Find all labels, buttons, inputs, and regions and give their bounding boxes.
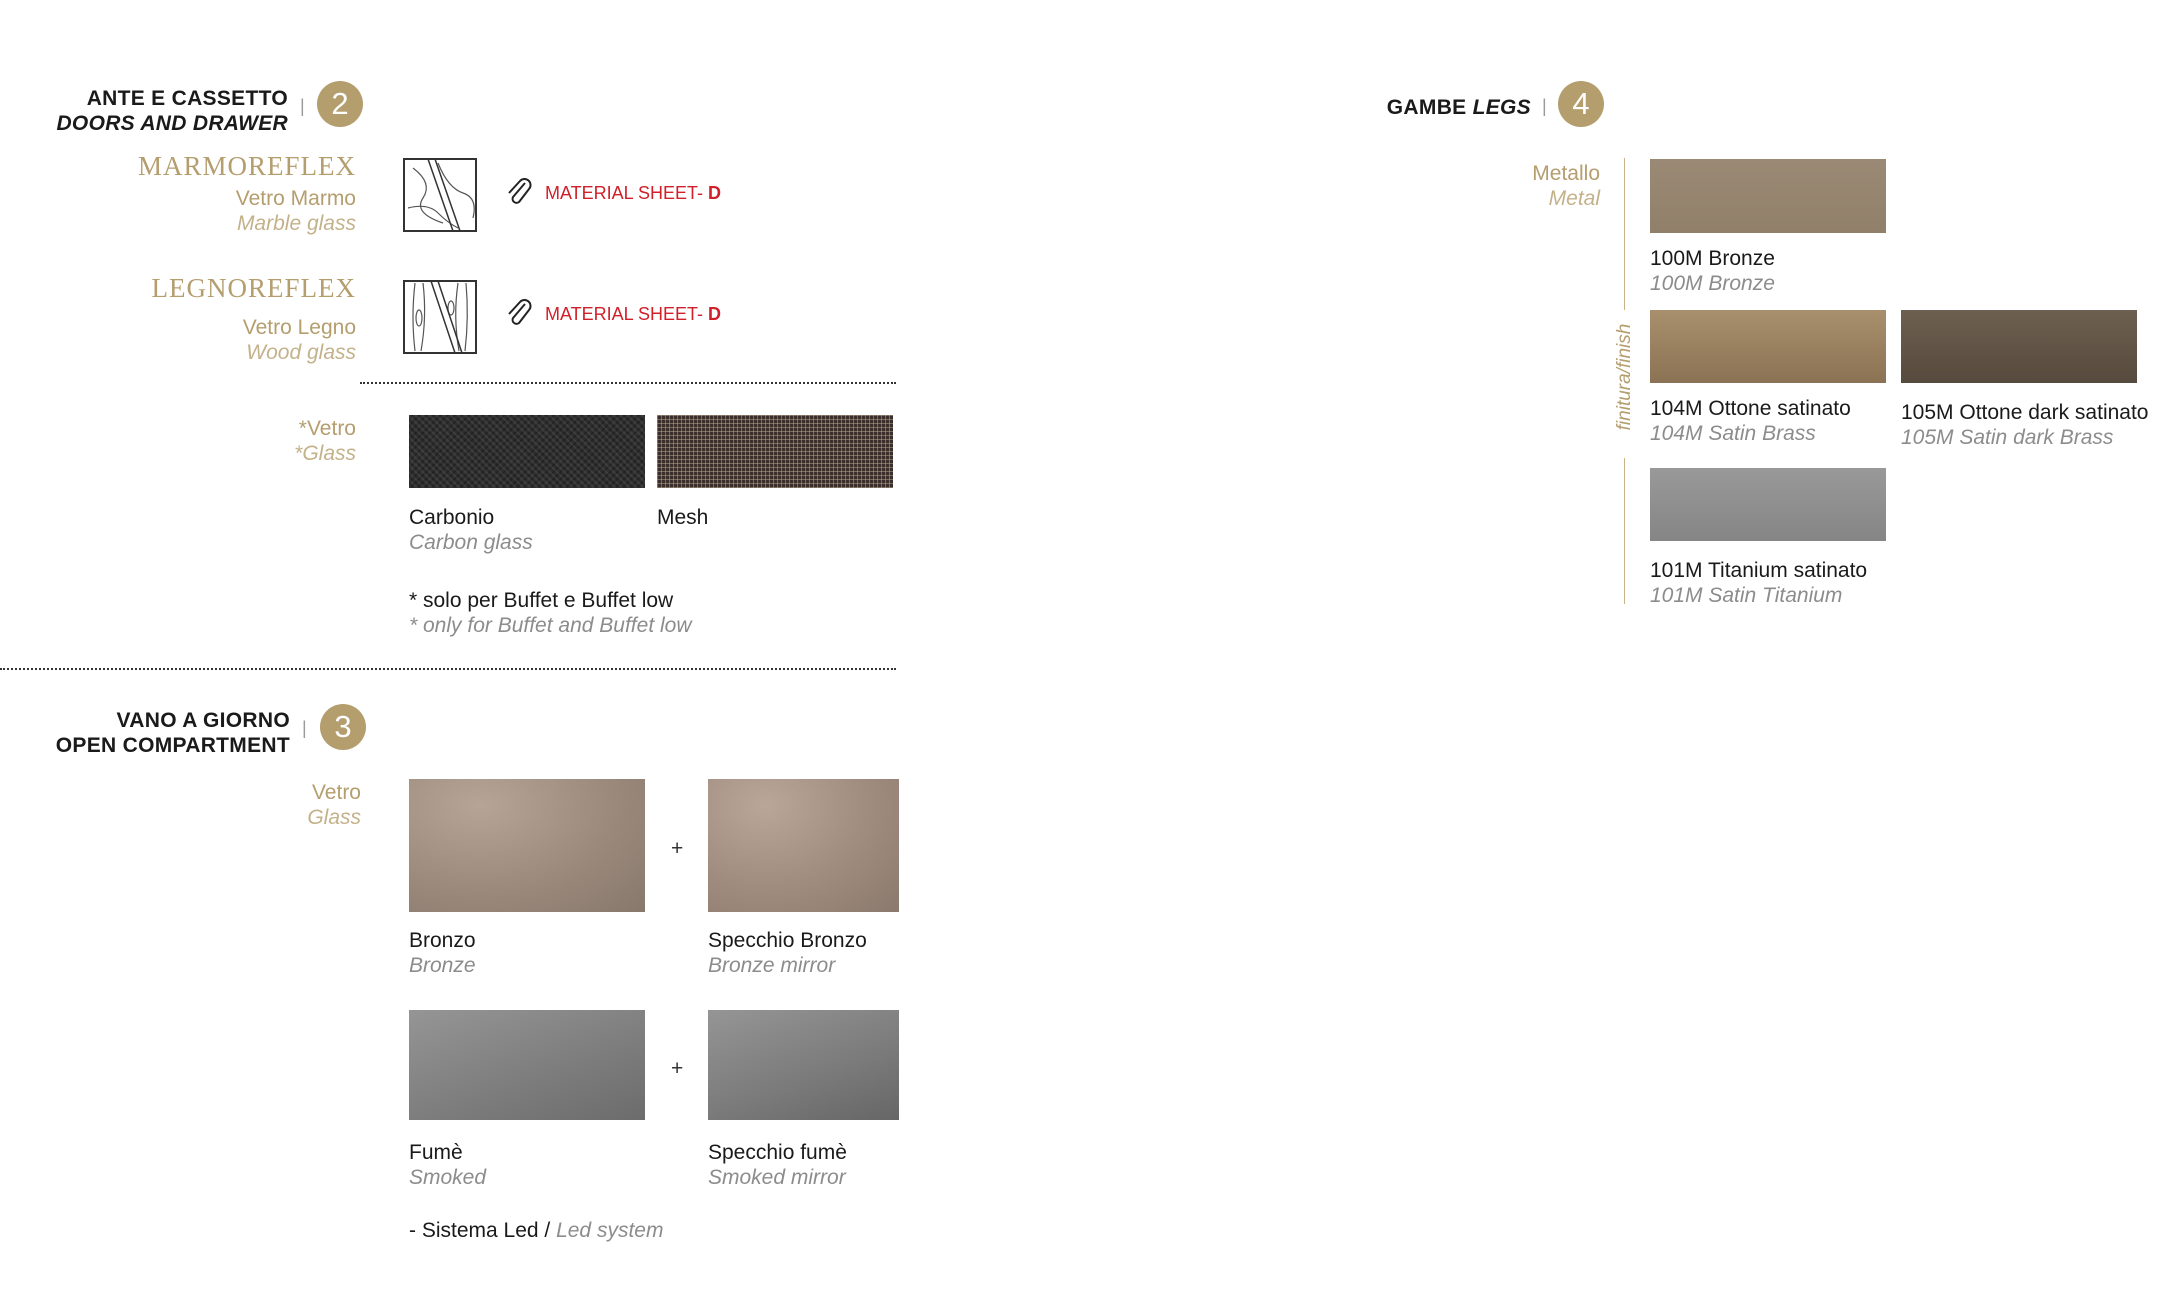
satin-titanium-caption-it: 101M Titanium satinato [1650, 559, 1868, 582]
satin-brass-caption [1650, 396, 1851, 446]
satin-dark-brass-caption-it: 105M Ottone dark satinato [1901, 401, 2149, 424]
bronze-caption [409, 928, 476, 978]
legnoreflex-label-it: Vetro Legno [242, 316, 356, 339]
bronze-swatch[interactable] [409, 779, 645, 912]
marmoreflex-label-en: Marble glass [236, 212, 356, 235]
marmoreflex-label-it: Vetro Marmo [235, 187, 356, 210]
bronze-caption-en: Bronze [409, 954, 476, 977]
mesh-caption [657, 505, 708, 530]
buffet-note-en: * only for Buffet and Buffet low [409, 614, 692, 637]
bronze-100m-caption [1650, 246, 1775, 296]
satin-brass-caption-en: 104M Satin Brass [1650, 422, 1816, 445]
bronze-mirror-caption-it: Specchio Bronzo [708, 929, 867, 952]
plus-sign: + [671, 1057, 684, 1080]
section4-divider: | [1542, 96, 1547, 116]
satin-brass-swatch[interactable] [1650, 310, 1886, 383]
bronze-100m-caption-en: 100M Bronze [1650, 272, 1775, 295]
material-sheet-letter: D [708, 183, 722, 203]
paperclip-icon[interactable] [505, 298, 533, 333]
smoked-swatch[interactable] [409, 1010, 645, 1120]
bronze-100m-swatch[interactable] [1650, 159, 1886, 233]
section2-title-it: ANTE E CASSETTO [86, 87, 288, 110]
section3-title [40, 708, 290, 758]
section4-title-en: LEGS [1472, 96, 1531, 119]
carbon-swatch[interactable] [409, 415, 645, 488]
section3-label-en: Glass [307, 806, 361, 829]
plus-sign: + [671, 837, 684, 860]
finish-line-top [1624, 158, 1625, 310]
material-sheet-text: MATERIAL SHEET- [545, 304, 704, 324]
buffet-note [409, 588, 692, 638]
legnoreflex-label-en: Wood glass [246, 341, 356, 364]
wood-pattern-icon [403, 280, 477, 359]
satin-dark-brass-caption [1901, 400, 2148, 450]
smoked-caption-en: Smoked [409, 1166, 487, 1189]
satin-brass-caption-it: 104M Ottone satinato [1650, 397, 1851, 420]
section3-title-it: VANO A GIORNO [116, 709, 290, 732]
section3-number-badge: 3 [320, 704, 366, 750]
carbon-caption [409, 505, 533, 555]
section3-title-en: OPEN COMPARTMENT [55, 734, 290, 757]
finish-label: finitura/finish [1614, 323, 1635, 431]
material-sheet-text: MATERIAL SHEET- [545, 183, 704, 203]
section4-label-en: Metal [1548, 187, 1600, 210]
smoked-caption [409, 1140, 486, 1190]
section3-divider: | [302, 718, 307, 738]
section4-label-it: Metallo [1532, 162, 1600, 185]
section4-title [1300, 95, 1531, 120]
section2-title-en: DOORS AND DRAWER [56, 112, 288, 135]
smoked-mirror-swatch[interactable] [708, 1010, 899, 1120]
led-system-note [409, 1218, 663, 1243]
section4-title-it: GAMBE [1386, 96, 1467, 119]
bronze-mirror-caption [708, 928, 867, 978]
satin-dark-brass-swatch[interactable] [1901, 310, 2137, 383]
smoked-mirror-caption [708, 1140, 847, 1190]
bronze-caption-it: Bronzo [409, 929, 476, 952]
section-divider-line [0, 668, 896, 670]
glass-label-en: *Glass [294, 442, 356, 465]
smoked-caption-it: Fumè [409, 1141, 463, 1164]
satin-titanium-caption-en: 101M Satin Titanium [1650, 584, 1843, 607]
legnoreflex-material-sheet-link[interactable] [545, 304, 721, 325]
marble-pattern-icon [403, 158, 477, 237]
led-system-it: - Sistema Led / [409, 1219, 551, 1242]
satin-dark-brass-caption-en: 105M Satin dark Brass [1901, 426, 2114, 449]
legnoreflex-logo: LEGNOREFLEX [151, 273, 356, 303]
marmoreflex-material-sheet-link[interactable] [545, 183, 721, 204]
mesh-swatch[interactable] [657, 415, 893, 488]
marmoreflex-logo: MARMOREFLEX [137, 151, 356, 181]
smoked-mirror-caption-it: Specchio fumè [708, 1141, 847, 1164]
carbon-caption-en: Carbon glass [409, 531, 533, 554]
section2-divider: | [300, 96, 305, 116]
satin-titanium-caption [1650, 558, 1867, 608]
mesh-caption-it: Mesh [657, 506, 709, 529]
glass-label-it: *Vetro [298, 417, 356, 440]
finish-line-bottom [1624, 458, 1625, 604]
carbon-caption-it: Carbonio [409, 506, 495, 529]
smoked-mirror-caption-en: Smoked mirror [708, 1166, 846, 1189]
paperclip-icon[interactable] [505, 177, 533, 212]
section2-number-badge: 2 [317, 81, 363, 127]
buffet-note-it: * solo per Buffet e Buffet low [409, 589, 674, 612]
satin-titanium-swatch[interactable] [1650, 468, 1886, 541]
bronze-100m-caption-it: 100M Bronze [1650, 247, 1775, 270]
material-sheet-letter: D [708, 304, 722, 324]
led-system-en: Led system [556, 1219, 664, 1242]
bronze-mirror-swatch[interactable] [708, 779, 899, 912]
bronze-mirror-caption-en: Bronze mirror [708, 954, 836, 977]
section3-label-it: Vetro [311, 781, 361, 804]
section4-number-badge: 4 [1558, 81, 1604, 127]
divider-line [360, 382, 896, 384]
section2-title [40, 86, 288, 136]
